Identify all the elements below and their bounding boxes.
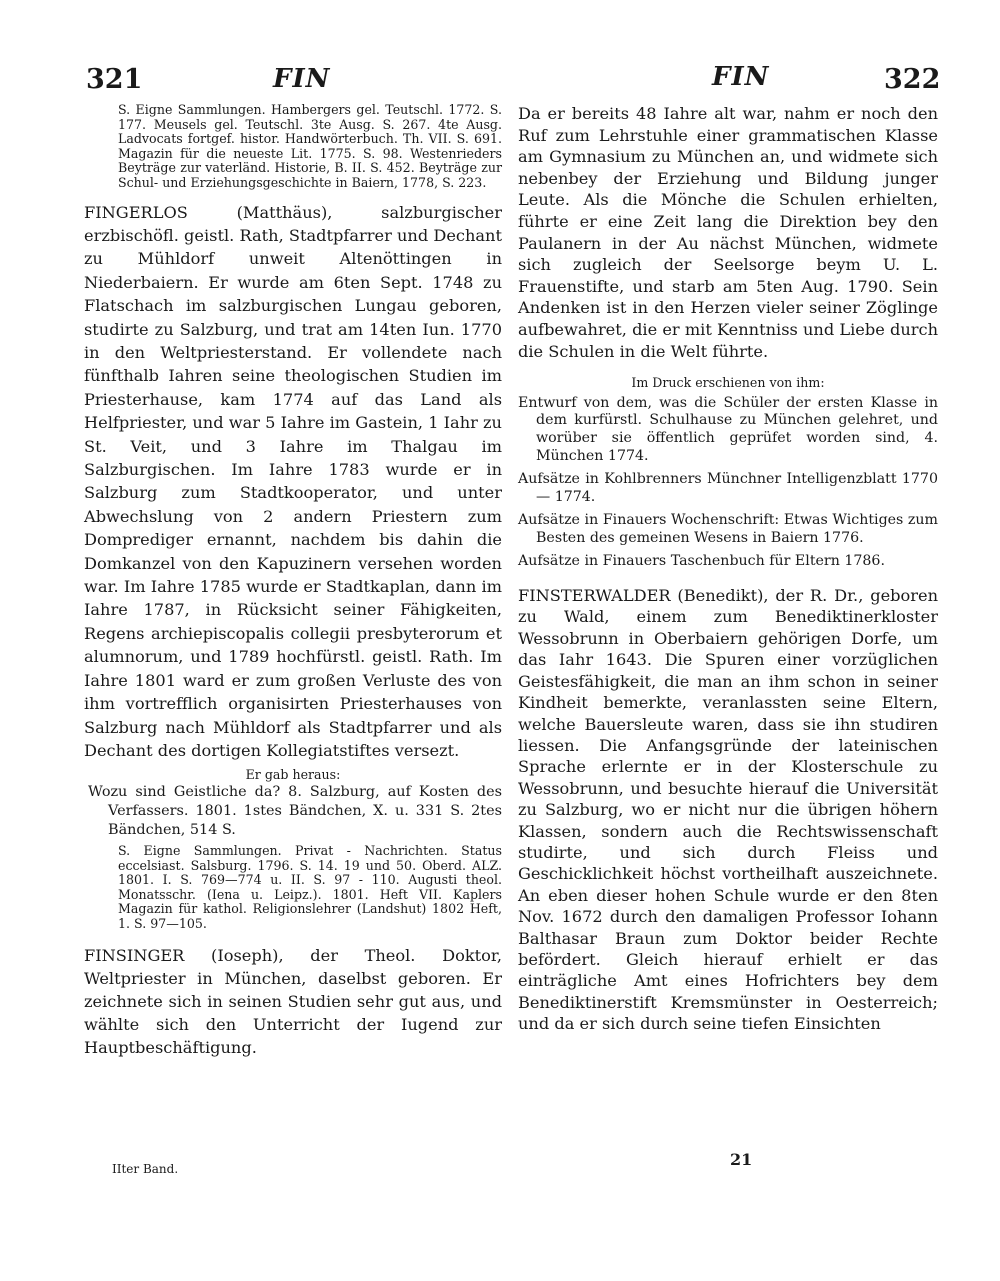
work-taschenbuch: Aufsätze in Finauers Taschenbuch für Eltern 1786. — [518, 553, 885, 570]
entry-continuation: Da er bereits 48 Iahre alt war, nahm er noch den Ruf zum Lehrstuhle einer grammatischen Klasse am Gymnasium zu München an, und widmete sich nebenbey der Erziehung und Bildung junger Leute. Als die Mönche die Schulen erhielten, führte er eine Zeit lang die Direktion bey den Paulanern in der Au nächst München, widmete sich zugleich der Seelsorge beym U. L. Frauenstifte, und starb am 5ten Aug. 1790. Sein Andenken ist in den Herzen vieler seiner Zöglinge aufbewahret, die er mit Kenntniss und Liebe durch die Schulen in die Welt führte. — [518, 104, 938, 361]
er-gab-heraus-heading: Er gab heraus: — [245, 767, 341, 783]
references-previous-entry: S. Eigne Sammlungen. Hambergers gel. Teutschl. 1772. S. 177. Meusels gel. Teutschl. 3te Ausg. S. 267. 4te Ausg. Ladvocats fortgef. histor. Handwörterbuch. Th. VII. S. 691. Magazin für die neueste Lit. 1775. S. 98. Westenrieders Beyträge zur vaterländ. Historie, B. II. S. 452. Beyträge zur Schul- und Erziehungsgeschichte in Baiern, 1778, S. 223. — [118, 102, 502, 190]
entry-finsterwalder: FINSTERWALDER (Benedikt), der R. Dr., geboren zu Wald, einem zum Benediktinerkloster Wessobrunn in Oberbaiern gehörigen Dorfe, um das Iahr 1643. Die Spuren einer vorzüglichen Geistesfähigkeit, die man an ihm schon in seiner Kindheit bemerkte, veranlassten seine Eltern, welche Bauersleute waren, dass sie ihn studiren liessen. Die Anfangsgründe der lateinischen Sprache erlernte er in der Klosterschule zu Wessobrunn, und besuchte hierauf die Universität zu Salzburg, wo er nicht nur die übrigen höhern Klassen, sondern auch die Rechtswissenschaft studirte, und sich durch Fleiss und Geschicklichkeit höchst vortheilhaft auszeichnete. An eben dieser hohen Schule wurde er den 8ten Nov. 1672 durch den damaligen Professor Iohann Balthasar Braun zum Doktor beider Rechte befördert. Gleich hierauf erhielt er das einträgliche Amt eines Hofrichters bey dem Benediktinerstift Kremsmünster in Oesterreich; und da er sich durch seine tiefen Einsichten — [518, 586, 938, 1034]
work-entwurf: Entwurf von dem, was die Schüler der ersten Klasse in dem kurfürstl. Schulhause zu München gelehret, und worüber sie öffentlich geprüfet worden sind, 4. München 1774. — [518, 394, 938, 464]
signature-mark: 21 — [730, 1150, 753, 1169]
volume-footer: IIter Band. — [112, 1162, 179, 1176]
right-running-head: FIN — [712, 62, 770, 92]
left-column — [84, 103, 502, 1059]
work-wochenschrift: Aufsätze in Finauers Wochenschrift: Etwas Wichtiges zum Besten des gemeinen Wesens in Baiern 1776. — [518, 512, 938, 546]
im-druck-heading: Im Druck erschienen von ihm: — [631, 375, 825, 391]
left-running-head: FIN — [273, 64, 331, 94]
right-column — [518, 103, 938, 1035]
entry-fingerlos: FINGERLOS (Matthäus), salzburgischer erzbischöfl. geistl. Rath, Stadtpfarrer und Dechant zu Mühldorf unweit Altenöttingen in Niederbaiern. Er wurde am 6ten Sept. 1748 zu Flatschach im salzburgischen Lungau geboren, studirte zu Salzburg, und trat am 14ten Iun. 1770 in den Weltpriesterstand. Er vollendete nach fünfthalb Iahren seine theologischen Studien im Priesterhause, kam 1774 auf das Land als Helfpriester, und war 5 Iahre im Gastein, 1 Iahr zu St. Veit, und 3 Iahre im Thalgau im Salzburgischen. Im Iahre 1783 wurde er in Salzburg zum Stadtkooperator, und unter Abwechslung von 2 andern Priestern zum Domprediger ernannt, nachdem bis dahin die Domkanzel von den Kapuzinern versehen worden war. Im Iahre 1785 wurde er Stadtkaplan, dann im Iahre 1787, in Rücksicht seiner Fähigkeiten, Regens archiepiscopalis collegii presbyterorum et alumnorum, und 1789 hochfürstl. geistl. Rath. Im Iahre 1801 ward er zum großen Verluste des von ihm vortrefflich organisirten Priesterhauses von Salzburg nach Mühldorf als Stadtpfarrer und als Dechant des dortigen Kollegiatstiftes versezt. — [84, 202, 502, 760]
work-wozu-sind-geistliche-da: Wozu sind Geistliche da? 8. Salzburg, auf Kosten des Verfassers. 1801. 1stes Bändchen, X. u. 331 S. 2tes Bändchen, 514 S. — [88, 783, 502, 838]
references-fingerlos: S. Eigne Sammlungen. Privat - Nachrichten. Status eccelsiast. Salsburg. 1796. S. 14. 19 und 50. Oberd. ALZ. 1801. I. S. 769—774 u. II. S. 97 - 110. Augusti theol. Monatsschr. (Iena u. Leipz.). 1801. Heft VII. Kaplers Magazin für kathol. Religionslehrer (Landshut) 1802 Heft, 1. S. 97—105. — [118, 842, 502, 931]
entry-finsinger: FINSINGER (Ioseph), der Theol. Doktor, Weltpriester in München, daselbst geboren. Er zeichnete sich in seinen Studien sehr gut aus, und wählte sich den Unterricht der Iugend zur Hauptbeschäftigung. — [84, 946, 502, 1057]
right-page-number: 322 — [884, 64, 941, 95]
left-page-number: 321 — [86, 64, 143, 95]
work-kohlbrenner: Aufsätze in Kohlbrenners Münchner Intelligenzblatt 1770 — 1774. — [518, 471, 938, 505]
